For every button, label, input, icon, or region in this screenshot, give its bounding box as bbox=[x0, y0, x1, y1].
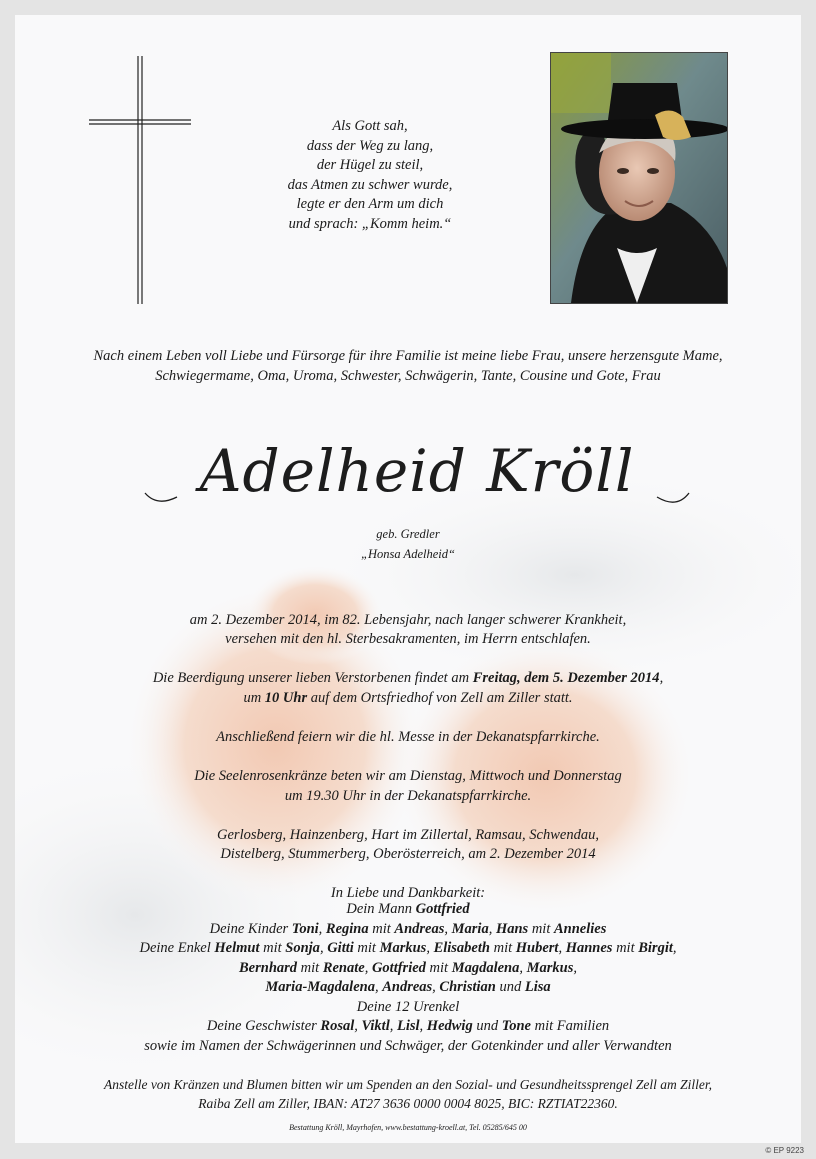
donation-request bbox=[15, 1075, 801, 1113]
rosary-line: Die Seelenrosenkränze beten wir am Dienstag, Mittwoch und Donnerstag bbox=[194, 767, 622, 784]
intro-line: Schwiegermame, Oma, Uroma, Schwester, Schwägerin, Tante, Cousine und Gote, Frau bbox=[155, 368, 661, 384]
birth-info bbox=[258, 524, 558, 564]
cross-icon bbox=[89, 56, 191, 304]
grandchildren-line: Bernhard mit Renate, Gottfried mit Magdalena, Markus, bbox=[239, 959, 577, 976]
poem bbox=[230, 117, 510, 234]
portrait-photo bbox=[550, 52, 728, 304]
announcement-body bbox=[15, 591, 801, 923]
print-code: © EP 9223 bbox=[765, 1146, 804, 1155]
nickname: „Honsa Adelheid“ bbox=[361, 547, 455, 561]
grandchildren-line: Deine Enkel Helmut mit Sonja, Gitti mit Markus, Elisabeth mit Hubert, Hannes mit Birgit, bbox=[139, 940, 677, 956]
relatives-line: sowie im Namen der Schwägerinnen und Schwäger, der Gotenkinder und aller Verwandten bbox=[144, 1037, 672, 1054]
donation-line: Anstelle von Kränzen und Blumen bitten wir um Spenden an den Sozial- und Gesundheitssprengel Zell am Ziller, bbox=[103, 1077, 713, 1092]
mass-line: Anschließend feiern wir die hl. Messe in der Dekanatspfarrkirche. bbox=[216, 728, 600, 745]
funeral-line-2: um 10 Uhr auf dem Ortsfriedhof von Zell am Ziller statt. bbox=[243, 689, 573, 706]
birth-name: geb. Gredler bbox=[376, 527, 440, 541]
poem-line: legte er den Arm um dich bbox=[296, 196, 444, 212]
poem-line: und sprach: „Komm heim.“ bbox=[288, 215, 452, 232]
great-grandchildren-line: Deine 12 Urenkel bbox=[356, 998, 460, 1015]
poem-line: der Hügel zu steil, bbox=[316, 157, 424, 173]
death-line: versehen mit den hl. Sterbesakramenten, im Herrn entschlafen. bbox=[225, 631, 591, 648]
funeral-date: Freitag, dem 5. Dezember 2014 bbox=[472, 670, 660, 687]
place-line: Gerlosberg, Hainzenberg, Hart im Zillertal, Ramsau, Schwendau, bbox=[217, 826, 599, 843]
poem-line: Als Gott sah, bbox=[332, 118, 408, 134]
children-line: Deine Kinder Toni, Regina mit Andreas, Maria, Hans mit Annelies bbox=[209, 920, 607, 937]
deceased-name-text: Adelheid Kröll bbox=[199, 437, 635, 505]
funeral-time: 10 Uhr bbox=[264, 689, 308, 706]
funeral-line-1: Die Beerdigung unserer lieben Verstorbenen findet am Freitag, dem 5. Dezember 2014, bbox=[152, 670, 664, 687]
deceased-name bbox=[137, 427, 697, 517]
undertaker-info: Bestattung Kröll, Mayrhofen, www.bestattung-kroell.at, Tel. 05285/645 00 bbox=[289, 1123, 527, 1132]
grandchildren-line: Maria-Magdalena, Andreas, Christian und Lisa bbox=[265, 979, 551, 995]
rosary-line: um 19.30 Uhr in der Dekanatspfarrkirche. bbox=[284, 787, 532, 804]
poem-line: das Atmen zu schwer wurde, bbox=[287, 176, 453, 193]
mourners-list bbox=[15, 900, 801, 1056]
place-line: Distelberg, Stummerberg, Oberösterreich, am 2. Dezember 2014 bbox=[220, 846, 596, 863]
death-line: am 2. Dezember 2014, im 82. Lebensjahr, nach langer schwerer Krankheit, bbox=[189, 611, 627, 628]
poem-line: dass der Weg zu lang, bbox=[306, 137, 434, 154]
love-line: In Liebe und Dankbarkeit: bbox=[330, 885, 486, 902]
intro-line: Nach einem Leben voll Liebe und Fürsorge für ihre Familie ist meine liebe Frau, unsere herzensgute Mame, bbox=[93, 348, 723, 364]
obituary-sheet bbox=[15, 15, 801, 1143]
husband-line: Dein Mann Gottfried bbox=[346, 901, 470, 917]
intro-text bbox=[25, 346, 791, 386]
donation-line: Raiba Zell am Ziller, IBAN: AT27 3636 0000 0004 8025, BIC: RZTIAT22360. bbox=[198, 1096, 618, 1111]
siblings-line: Deine Geschwister Rosal, Viktl, Lisl, Hedwig und Tone mit Familien bbox=[206, 1018, 610, 1034]
